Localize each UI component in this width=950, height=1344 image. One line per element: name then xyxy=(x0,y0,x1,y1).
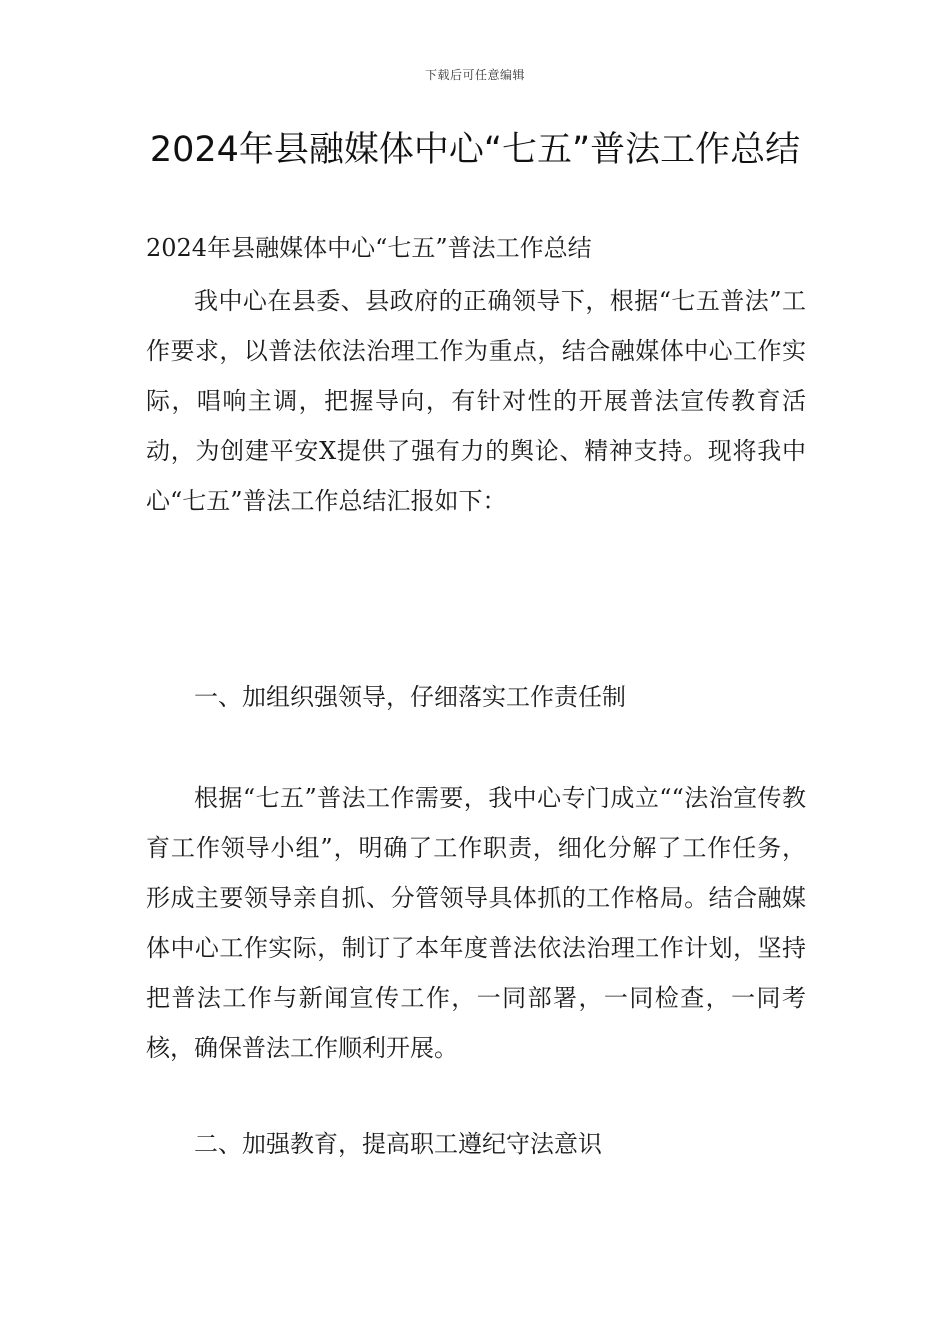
intro-paragraph: 我中心在县委、县政府的正确领导下，根据“七五普法”工作要求，以普法依法治理工作为重点，结合融媒体中心工作实际，唱响主调，把握导向，有针对性的开展普法宣传教育活动，为创建平安X提供了强有力的舆论、精神支持。现将我中心“七五”普法工作总结汇报如下： xyxy=(146,287,806,515)
section-heading-1: 一、加组织强领导，仔细落实工作责任制 xyxy=(194,683,626,711)
document-title: 2024年县融媒体中心“七五”普法工作总结 xyxy=(149,130,801,170)
document-subtitle: 2024年县融媒体中心“七五”普法工作总结 xyxy=(146,234,592,262)
header-note: 下载后可任意编辑 xyxy=(424,68,525,82)
section-1-paragraph: 根据“七五”普法工作需要，我中心专门成立““法治宣传教育工作领导小组”，明确了工作职责，细化分解了工作任务，形成主要领导亲自抓、分管领导具体抓的工作格局。结合融媒体中心工作实际，制订了本年度普法依法治理工作计划，坚持把普法工作与新闻宣传工作，一同部署，一同检查，一同考核，确保普法工作顺利开展。 xyxy=(146,784,806,1062)
section-heading-2: 二、加强教育，提高职工遵纪守法意识 xyxy=(194,1130,602,1158)
